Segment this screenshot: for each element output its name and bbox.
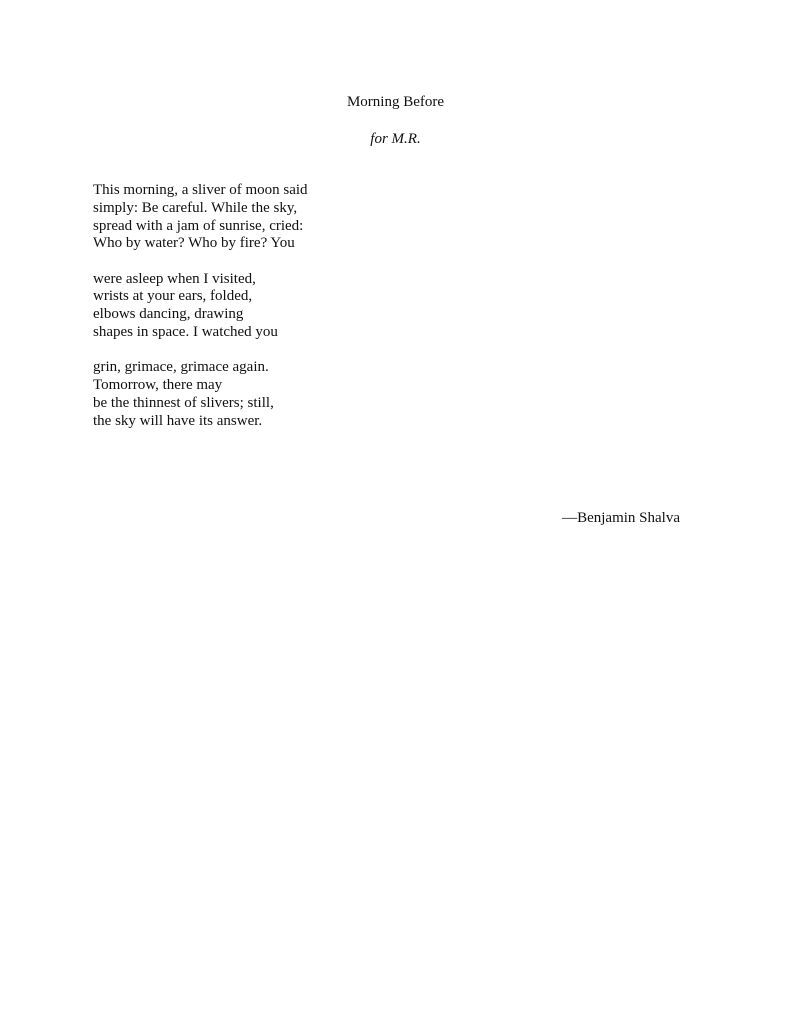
- poem-line: were asleep when I visited,: [93, 270, 256, 287]
- poem-line: Tomorrow, there may: [93, 377, 223, 394]
- poem-line: be the thinnest of slivers; still,: [93, 394, 274, 411]
- poem-line: simply: Be careful. While the sky,: [93, 199, 298, 216]
- poem-line: Who by water? Who by fire? You: [93, 235, 295, 252]
- poem-line: spread with a jam of sunrise, cried:: [93, 217, 304, 234]
- poem-line: elbows dancing, drawing: [93, 306, 244, 323]
- poem-title: Morning Before: [346, 94, 445, 110]
- poem-line: the sky will have its answer.: [93, 412, 263, 429]
- poem-line: shapes in space. I watched you: [93, 324, 278, 341]
- poem-line: This morning, a sliver of moon said: [93, 182, 308, 198]
- stanza: [93, 359, 493, 430]
- poem-line: wrists at your ears, folded,: [93, 288, 253, 305]
- poem-body: [93, 182, 493, 448]
- stanza: [93, 271, 493, 342]
- stanza: [93, 182, 493, 253]
- poem-signature: —Benjamin Shalva: [562, 510, 680, 526]
- poem-dedication: for M.R.: [370, 131, 421, 147]
- poem-line: grin, grimace, grimace again.: [93, 359, 269, 376]
